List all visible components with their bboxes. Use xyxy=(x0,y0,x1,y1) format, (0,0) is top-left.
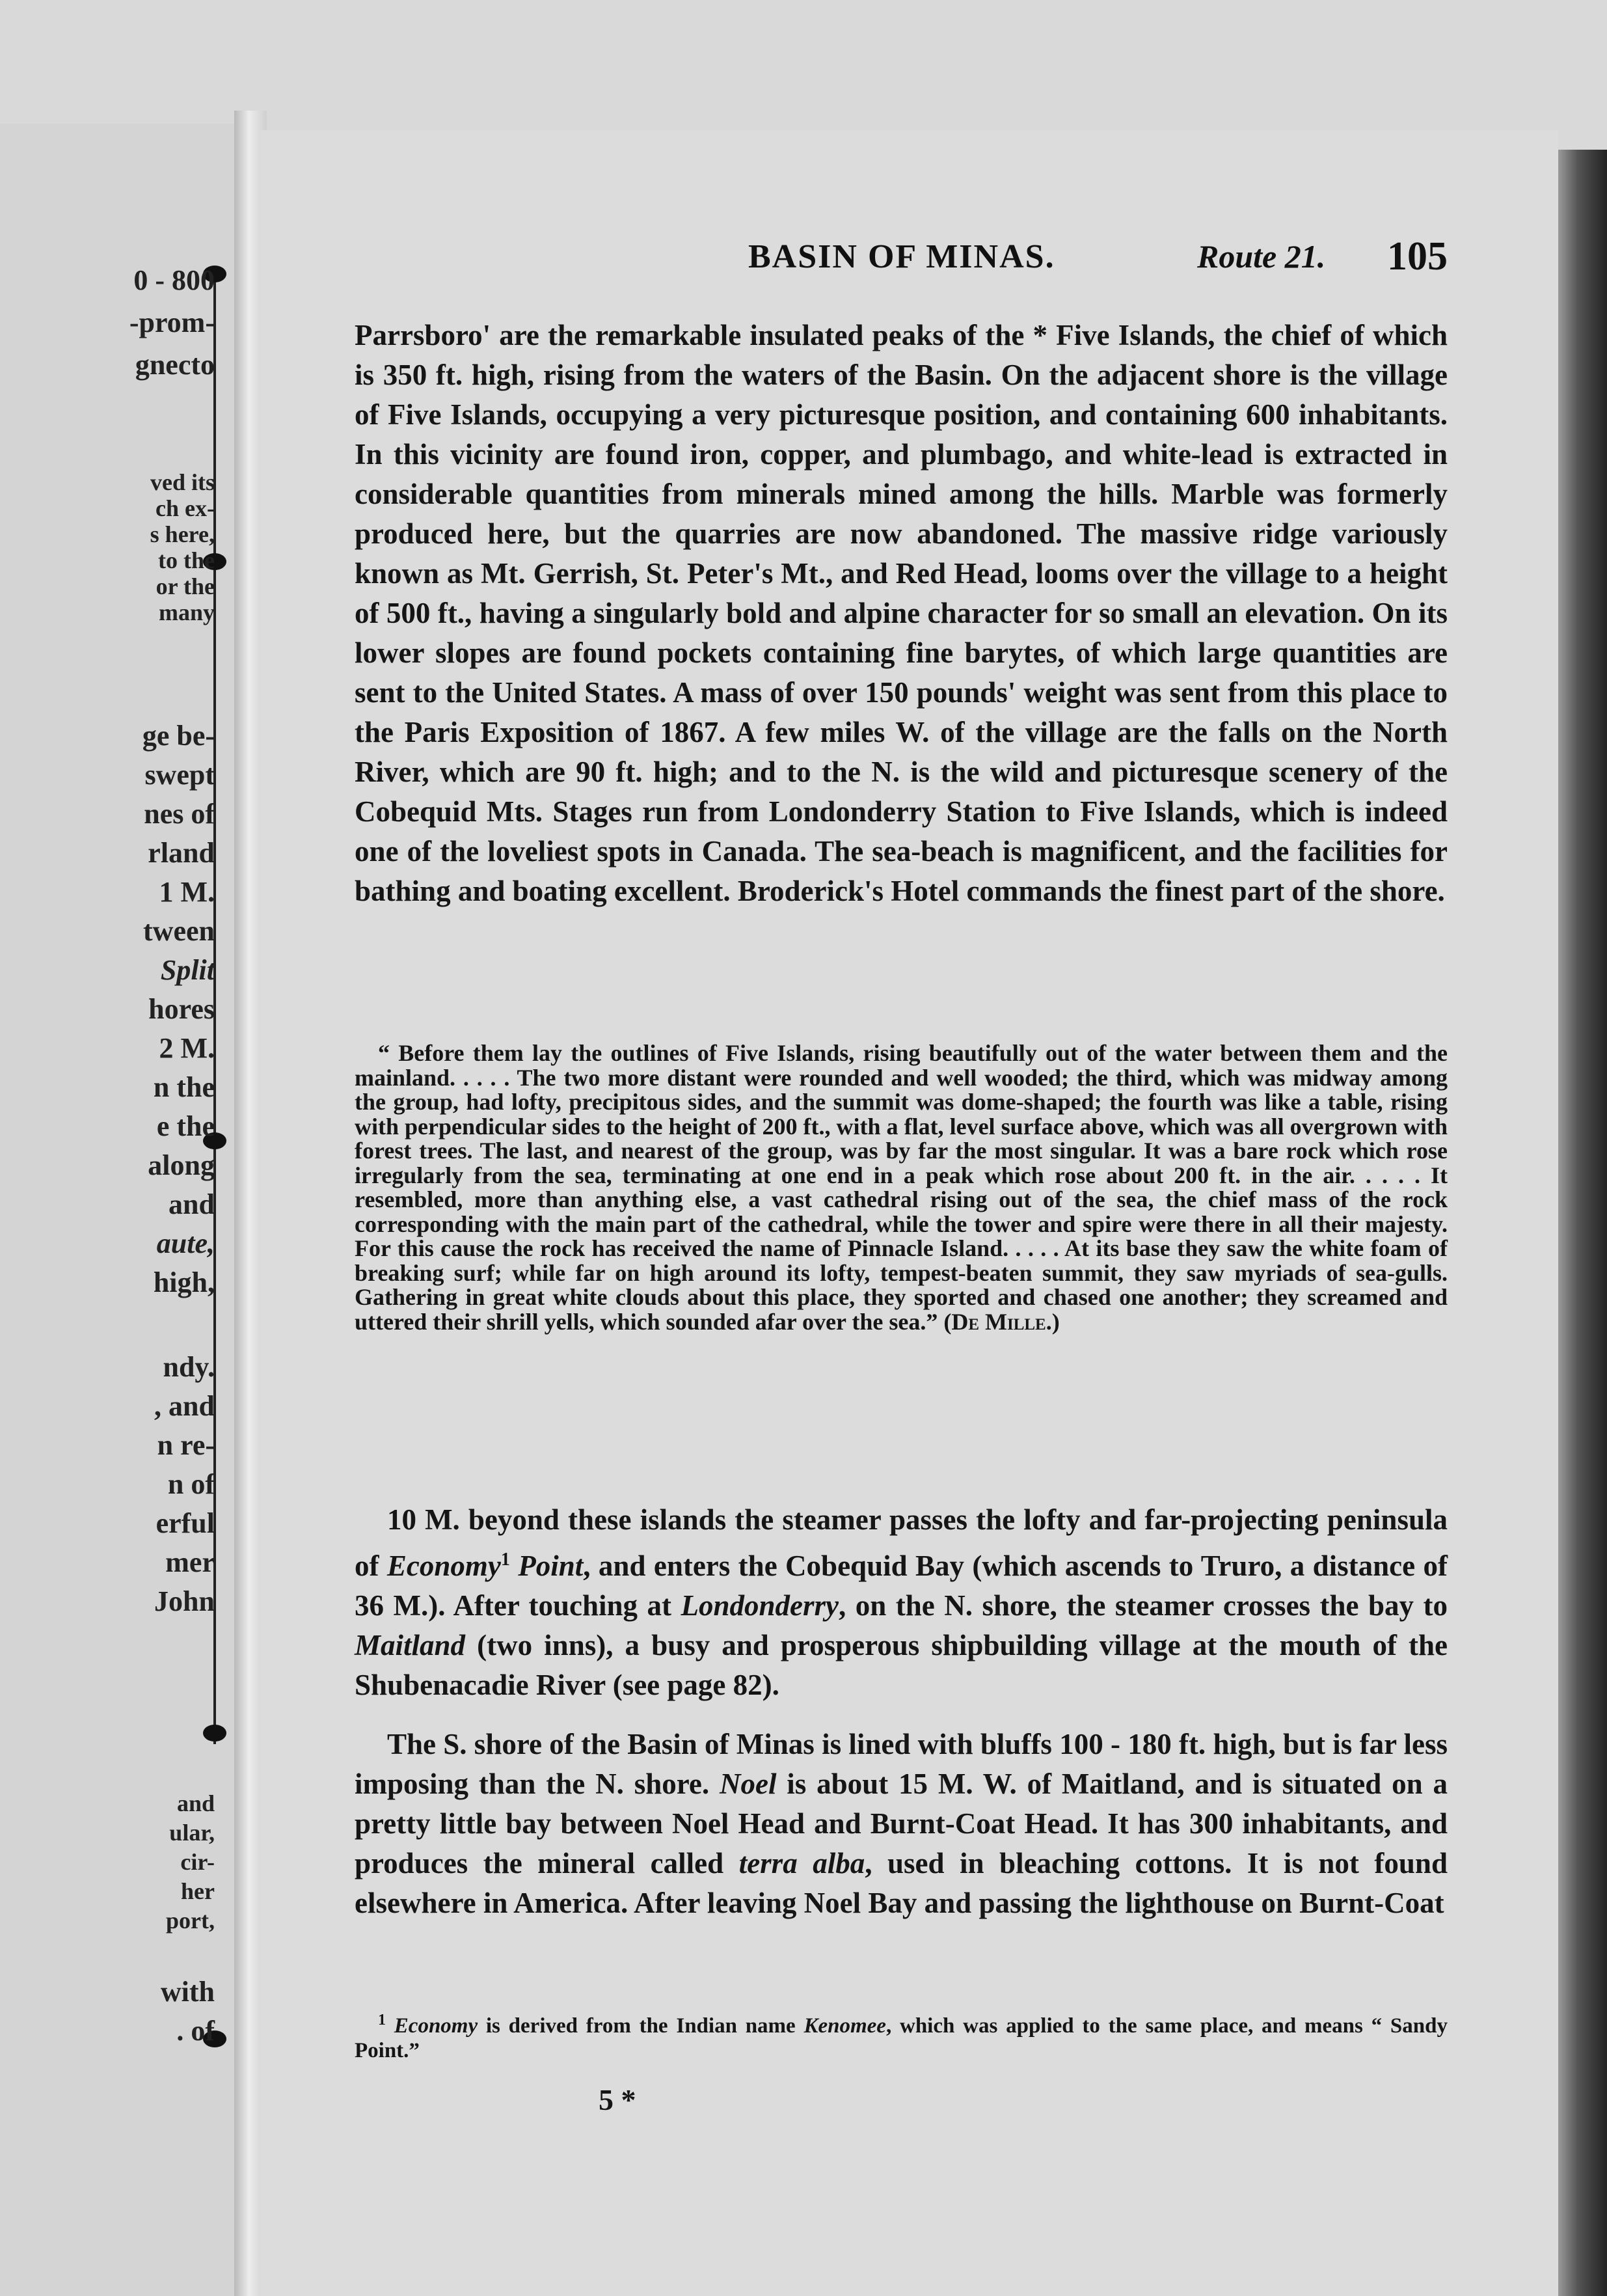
left-page-fragment: 0 - 800 xyxy=(133,264,215,296)
left-page-fragment: 2 M. xyxy=(159,1032,215,1064)
running-head-title: BASIN OF MINAS. xyxy=(748,238,1055,275)
left-page-fragment: mer xyxy=(165,1546,215,1578)
left-page-fragment: cir- xyxy=(180,1849,215,1875)
left-page-fragment: to the xyxy=(158,547,215,573)
footnote-marker: 1 xyxy=(378,2012,386,2029)
left-page-fragment: hores xyxy=(148,993,215,1025)
left-page-fragment: many xyxy=(158,599,215,625)
paragraph-economy-point xyxy=(355,1500,1448,1705)
left-page-fragment: . of xyxy=(176,2015,215,2047)
footnote-economy: Economy xyxy=(394,2014,478,2038)
footnote xyxy=(355,2008,1448,2063)
page-number: 105 xyxy=(1387,234,1448,279)
left-page-fragment: and xyxy=(176,1790,215,1816)
footnote-kenomee: Kenomee xyxy=(804,2014,886,2038)
quotation-text: “ Before them lay the outlines of Five Islands, rising beautifully out of the water between them and the mainland. . . . . The two more distant were rounded and well wooded; the third, which was midway among the group, had lofty, precipitous sides, and the summit was dome-shaped; the fourth was like a table, rising with perpendicular sides to the height of 200 ft., with a flat, level surface above, which was all overgrown with forest trees. The last, and nearest of the group, was by far the most singular. It was a bare rock which rose irregularly from the sea, terminating at one end in a peak which rose about 200 ft. in the air. . . . . It resembled, more than anything else, a vast cathedral rising out of the sea, the chief mass of the rock corresponding with the main part of the cathedral, while the tower and spire were there in all their majesty. For this cause the rock has received the name of Pinnacle Island. . . . . At its base they saw the white foam of breaking surf; while far on high around its lofty, tempest-beaten summit, they saw myriads of sea-gulls. Gathering in great white clouds about this place, they sported and chased one another; they screamed and uttered their shrill yells, which sounded afar over the sea.” xyxy=(355,1040,1448,1335)
left-page-fragment: high, xyxy=(153,1266,215,1298)
left-page-fragment: e the xyxy=(156,1110,215,1142)
binding-knot xyxy=(203,1725,226,1742)
place-point: Point xyxy=(509,1550,584,1582)
left-page-fragment: erful xyxy=(155,1507,215,1539)
left-page-fragment: gnecto xyxy=(135,349,215,381)
left-page-fragment: n re- xyxy=(157,1429,215,1461)
footnote-reference: 1 xyxy=(500,1550,510,1570)
left-page-fragment: port, xyxy=(166,1907,215,1934)
paragraph-south-shore xyxy=(355,1725,1448,1923)
left-page-fragment: -prom- xyxy=(129,307,215,338)
left-page-fragment: with xyxy=(160,1976,215,2008)
para-2-text-4: (two inns), a busy and prosperous shipbuilding village at the mouth of the Shubenacadie River (see page 82). xyxy=(355,1629,1448,1701)
page-edge xyxy=(1558,150,1607,2296)
left-page-fragment: s here, xyxy=(150,521,215,547)
para-3-text-2: is about 15 M. W. of Maitland, and is situated on a pretty little bay between Noel Head and Burnt-Coat Head. It has 300 inhabitants, and produces the mineral called xyxy=(355,1768,1448,1879)
left-page-fragment: rland xyxy=(148,837,215,869)
place-economy: Economy xyxy=(386,1550,501,1582)
main-paragraph: Parrsboro' are the remarkable insulated peaks of the * Five Islands, the chief of which is 350 ft. high, rising from the waters of the Basin. On the adjacent shore is the village of Five Islands, occupying a very picturesque position, and containing 600 inhabitants. In this vicinity are found iron, copper, and plumbago, and white-lead is extracted in considerable quantities from minerals mined among the hills. Marble was formerly produced here, but the quarries are now abandoned. The massive ridge variously known as Mt. Gerrish, St. Peter's Mt., and Red Head, looms over the village to a height of 500 ft., having a singularly bold and alpine character for so small an elevation. On its lower slopes are found pockets containing fine barytes, of which large quantities are sent to the United States. A mass of over 150 pounds' weight was sent from this place to the Paris Exposition of 1867. A few miles W. of the village are the falls on the North River, which are 90 ft. high; and to the N. is the wild and picturesque scenery of the Cobequid Mts. Stages run from Londonderry Station to Five Islands, which is indeed one of the loveliest spots in Canada. The sea-beach is magnificent, and the facilities for bathing and boating excellent. Broderick's Hotel commands the finest part of the shore. xyxy=(355,319,1448,907)
left-page-fragment: aute, xyxy=(156,1227,215,1259)
left-page-fragment: n the xyxy=(153,1071,215,1103)
footnote-text-2: , which was applied to the same place, and means “ Sandy Point.” xyxy=(355,2014,1448,2062)
left-page-fragment: ch ex- xyxy=(155,495,215,521)
left-page-fragment: n of xyxy=(167,1468,215,1500)
place-londonderry: Londonderry xyxy=(681,1589,839,1622)
quotation-attribution: (De Mille.) xyxy=(943,1308,1060,1335)
para-2-text-1: 10 M. beyond these islands the steamer passes the lofty and far-projecting peninsula of xyxy=(355,1503,1448,1582)
left-page-fragment: , and xyxy=(154,1390,215,1422)
left-page-fragment: Split xyxy=(160,954,215,986)
left-page-fragment: John xyxy=(154,1585,215,1617)
left-page-fragment: and xyxy=(169,1188,215,1220)
signature-mark: 5 * xyxy=(599,2083,636,2116)
para-2-text-3: , on the N. shore, the steamer crosses the bay to xyxy=(839,1589,1448,1622)
left-page-fragment: her xyxy=(181,1878,215,1904)
left-page-fragment: swept xyxy=(144,759,215,791)
running-head-route: Route 21. xyxy=(1197,238,1326,275)
running-head xyxy=(748,234,1448,283)
place-noel: Noel xyxy=(719,1768,777,1800)
left-page-fragment: nes of xyxy=(144,798,215,830)
left-page-fragment: tween xyxy=(143,915,215,947)
left-page-fragment: ular, xyxy=(169,1820,215,1846)
left-page-fragment: or the xyxy=(155,573,215,599)
left-page-fragment: ndy. xyxy=(163,1351,215,1383)
left-page-fragment: 1 M. xyxy=(159,876,215,908)
footnote-text-1: is derived from the Indian name xyxy=(478,2014,804,2038)
left-page-fragment: ge be- xyxy=(142,720,215,752)
left-page-fragment: ved its xyxy=(150,469,215,495)
para-2-text-2: , and enters the Cobequid Bay (which ascends to Truro, a distance of 36 M.). After touching at xyxy=(355,1550,1448,1622)
para-3-text-1: The S. shore of the Basin of Minas is lined with bluffs 100 - 180 ft. high, but is far less imposing than the N. shore. xyxy=(355,1728,1448,1800)
quotation-block xyxy=(355,1041,1448,1334)
left-page-fragment: along xyxy=(148,1149,215,1181)
place-maitland: Maitland xyxy=(355,1629,466,1661)
para-3-text-3: , used in bleaching cottons. It is not found elsewhere in America. After leaving Noel Bay and passing the lighthouse on Burnt-Coat xyxy=(355,1847,1448,1919)
term-terra-alba: terra alba xyxy=(738,1847,865,1879)
